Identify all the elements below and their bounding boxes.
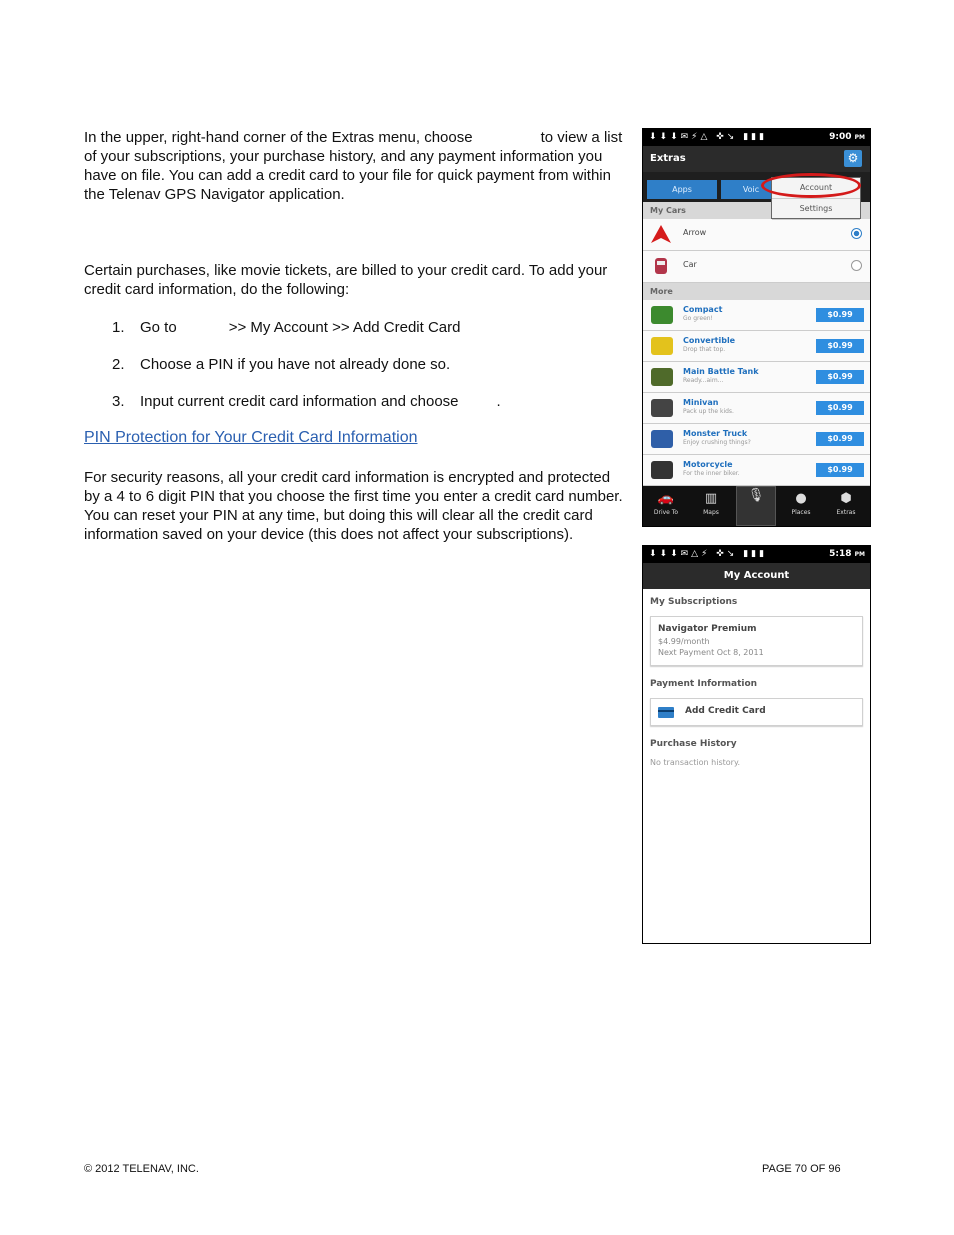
section-purchase-history: Purchase History: [650, 739, 737, 749]
more-items-list: [643, 300, 870, 486]
intro-text-start: In the upper, right-hand corner of the Extras menu, choose: [84, 129, 473, 146]
my-account-screenshot: [642, 545, 871, 944]
extras-item-row[interactable]: [643, 424, 870, 455]
item-tagline: For the inner biker.: [683, 470, 740, 477]
extras-screenshot: [642, 128, 871, 527]
section-more: More: [643, 283, 870, 300]
radio-unselected[interactable]: [851, 260, 862, 271]
extras-title: Extras: [650, 153, 686, 164]
menu-item-settings[interactable]: Settings: [772, 199, 860, 220]
intro-text-end: to view a list: [540, 129, 623, 146]
subscription-card[interactable]: Navigator Premium $4.99/month Next Payment Oct 8, 2011: [650, 616, 863, 666]
cube-icon: ⬢: [840, 491, 852, 506]
menu-item-account[interactable]: Account: [772, 178, 860, 199]
item-tagline: Go green!: [683, 315, 713, 322]
section-payment: Payment Information: [650, 679, 758, 689]
nav-label: Maps: [703, 509, 719, 516]
status-bar: [643, 129, 870, 146]
car-icon: [651, 257, 671, 275]
credit-card-paragraph: Certain purchases, like movie tickets, are billed to your credit card. To add your credit card information, do the following:: [84, 262, 608, 298]
price-button[interactable]: $0.99: [816, 432, 864, 446]
extras-item-row[interactable]: [643, 300, 870, 331]
security-paragraph: For security reasons, all your credit card information is encrypted and protected by a 4 to 6 digit PIN that you choose the first time you enter a credit card number. You can reset your PIN at any time, but doing this will clear all the credit card information saved on your device (this does not affect your subscriptions).: [84, 469, 623, 543]
extras-item-row[interactable]: [643, 362, 870, 393]
price-button[interactable]: $0.99: [816, 463, 864, 477]
item-name: Compact: [683, 305, 723, 314]
step-1: 1. Go to >> My Account >> Add Credit Card: [112, 319, 461, 336]
status-clock: 5:18 PM: [829, 549, 865, 559]
pin-protection-heading[interactable]: PIN Protection for Your Credit Card Information: [84, 429, 418, 446]
item-tagline: Ready...aim...: [683, 377, 724, 384]
status-clock: 9:00 PM: [829, 132, 865, 142]
extras-item-row[interactable]: [643, 393, 870, 424]
my-account-title-bar: [643, 563, 870, 589]
add-credit-card-button[interactable]: Add Credit Card: [650, 698, 863, 726]
vehicle-icon: [651, 337, 673, 355]
price-button[interactable]: $0.99: [816, 339, 864, 353]
history-note: No transaction history.: [650, 758, 741, 767]
extras-item-row[interactable]: [643, 331, 870, 362]
extras-item-row[interactable]: [643, 455, 870, 486]
vehicle-icon: [651, 399, 673, 417]
step-2: 2. Choose a PIN if you have not already done so.: [112, 356, 451, 373]
item-name: Main Battle Tank: [683, 367, 759, 376]
vehicle-icon: [651, 306, 673, 324]
item-name: Monster Truck: [683, 429, 748, 438]
extras-content: [643, 202, 870, 486]
price-button[interactable]: $0.99: [816, 370, 864, 384]
nav-drive-to[interactable]: [646, 490, 686, 518]
nav-label: Places: [791, 509, 811, 516]
price-button[interactable]: $0.99: [816, 401, 864, 415]
nav-voice-mic[interactable]: [736, 486, 776, 526]
price-button[interactable]: $0.99: [816, 308, 864, 322]
nav-places[interactable]: [781, 490, 821, 518]
car-row-car[interactable]: Car: [643, 251, 870, 283]
extras-title-bar: [643, 146, 870, 172]
item-tagline: Enjoy crushing things?: [683, 439, 751, 446]
bottom-nav-bar: [643, 486, 870, 526]
item-name: Motorcycle: [683, 460, 733, 469]
gear-icon[interactable]: ⚙: [844, 150, 862, 167]
status-icons: ⬇⬇⬇✉△⚡ ✜↘ ▮▮▮: [649, 549, 768, 559]
footer-copyright: © 2012 TELENAV, INC.: [84, 1163, 199, 1175]
microphone-icon: 🎙: [747, 488, 765, 503]
nav-label: Extras: [836, 509, 856, 516]
intro-text-rest: of your subscriptions, your purchase history, and any payment information you have on file. You can add a credit card to your file for quick payment from within the Telenav GPS Navigator application.: [84, 148, 611, 203]
step-3: 3. Input current credit card information and choose .: [112, 393, 501, 410]
section-my-cars: My Cars: [643, 202, 870, 219]
item-name: Minivan: [683, 398, 719, 407]
status-icons: ⬇⬇⬇✉⚡△ ✜↘ ▮▮▮: [649, 132, 768, 142]
arrow-car-icon: [651, 225, 671, 243]
item-name: Convertible: [683, 336, 736, 345]
section-subscriptions: My Subscriptions: [650, 597, 738, 607]
vehicle-icon: [651, 461, 673, 479]
pin-icon: ●: [795, 491, 807, 506]
highlight-circle: [761, 173, 861, 198]
nav-label: Drive To: [653, 509, 679, 516]
radio-selected[interactable]: [851, 228, 862, 239]
car-icon: 🚗: [657, 491, 675, 506]
item-tagline: Pack up the kids.: [683, 408, 734, 415]
vehicle-icon: [651, 368, 673, 386]
tab-apps[interactable]: Apps: [647, 180, 717, 199]
vehicle-icon: [651, 430, 673, 448]
status-bar: [643, 546, 870, 563]
nav-maps[interactable]: [691, 490, 731, 518]
my-account-title: My Account: [723, 570, 790, 581]
footer-page-number: PAGE 70 OF 96: [762, 1163, 841, 1175]
intro-paragraph: [84, 128, 624, 204]
car-row-arrow[interactable]: Arrow: [643, 219, 870, 251]
credit-card-icon: [658, 707, 674, 718]
map-icon: ▥: [704, 491, 718, 506]
item-tagline: Drop that top.: [683, 346, 726, 353]
nav-extras[interactable]: [826, 490, 866, 518]
tab-voices[interactable]: Voic: [721, 180, 781, 199]
